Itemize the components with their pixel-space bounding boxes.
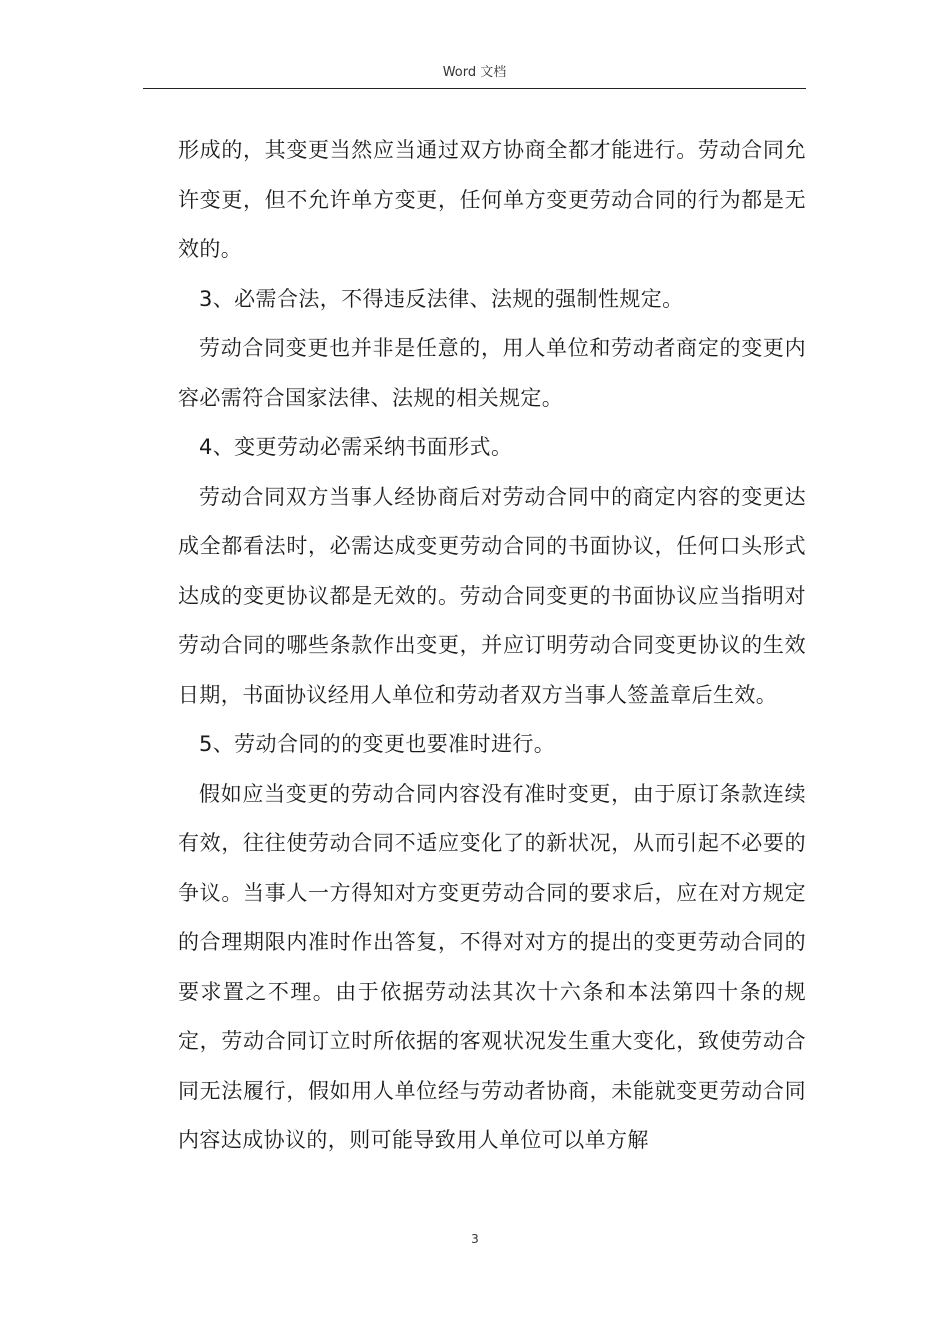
paragraph: 5、劳动合同的的变更也要准时进行。	[199, 732, 556, 756]
paragraph: 形成的，其变更当然应当通过双方协商全都才能进行。劳动合同允许变更，但不允许单方变更，任何单方变更劳动合同的行为都是无效的。	[178, 138, 806, 261]
page-number: 3	[471, 1232, 479, 1246]
header-divider	[143, 88, 806, 89]
paragraph: 假如应当变更的劳动合同内容没有准时变更，由于原订条款连续有效，往往使劳动合同不适应变化了的新状况，从而引起不必要的争议。当事人一方得知对方变更劳动合同的要求后，应在对方规定的合理期限内准时作出答复，不得对对方的提出的变更劳动合同的要求置之不理。由于依据劳动法其次十六条和本法第四十条的规定，劳动合同订立时所依据的客观状况发生重大变化，致使劳动合同无法履行，假如用人单位经与劳动者协商，未能就变更劳动合同内容达成协议的，则可能导致用人单位可以单方解	[178, 781, 806, 1152]
document-body	[178, 126, 806, 1166]
page-header: Word 文档	[442, 65, 507, 80]
paragraph: 3、必需合法，不得违反法律、法规的强制性规定。	[199, 286, 684, 311]
paragraph: 劳动合同双方当事人经协商后对劳动合同中的商定内容的变更达成全都看法时，必需达成变更劳动合同的书面协议，任何口头形式达成的变更协议都是无效的。劳动合同变更的书面协议应当指明对劳动合同的哪些条款作出变更，并应订明劳动合同变更协议的生效日期，书面协议经用人单位和劳动者双方当事人签盖章后生效。	[178, 484, 806, 707]
paragraph: 劳动合同变更也并非是任意的，用人单位和劳动者商定的变更内容必需符合国家法律、法规的相关规定。	[178, 336, 806, 410]
paragraph: 4、变更劳动必需采纳书面形式。	[199, 435, 513, 459]
